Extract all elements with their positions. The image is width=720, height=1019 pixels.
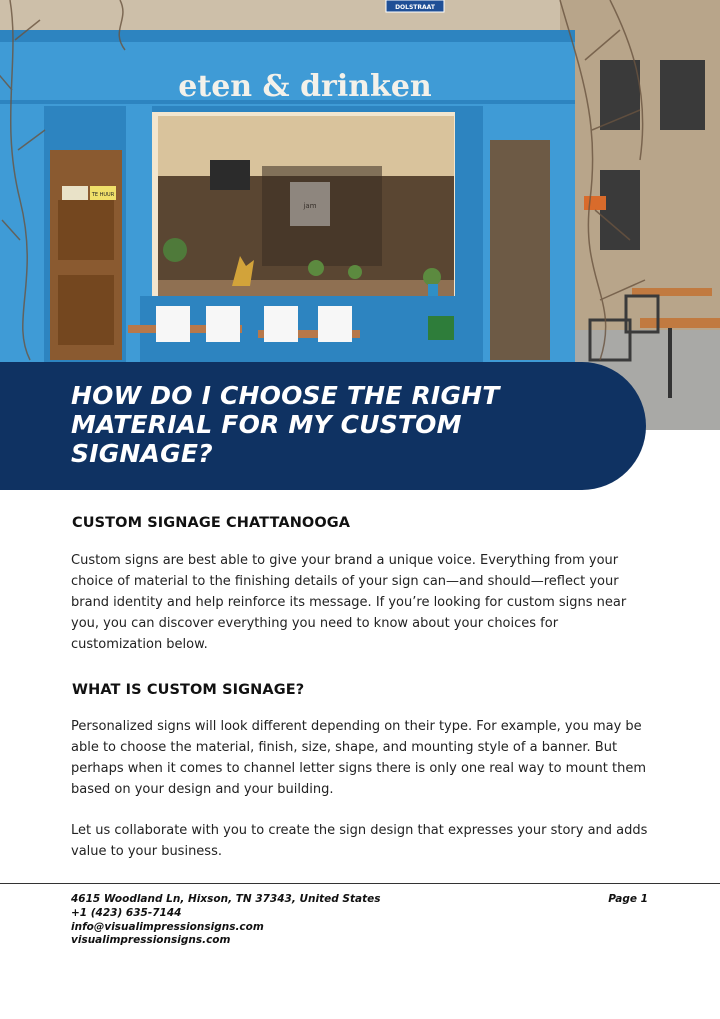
street-sign-text: DOLSTRAAT <box>395 4 435 11</box>
page-number: Page 1 <box>608 893 648 905</box>
footer-phone[interactable]: +1 (423) 635-7144 <box>71 906 182 919</box>
section-paragraph: Personalized signs will look different depending on their type. For example, you may be able to choose the material, finish, size, shape, and mounting style of a banner. But perhaps when it comes to channel letter signs there is only one real way to mount them based on your design and your building. <box>71 719 646 797</box>
footer-address: 4615 Woodland Ln, Hixson, TN 37343, United States <box>71 893 381 905</box>
storefront-sign-text: eten & drinken <box>178 69 432 104</box>
title-banner <box>0 362 646 490</box>
footer-website[interactable]: visualimpressionsigns.com <box>71 934 231 947</box>
page-title: HOW DO I CHOOSE THE RIGHT MATERIAL FOR MY CUSTOM SIGNAGE? <box>71 381 500 468</box>
section-paragraph: Let us collaborate with you to create the sign design that expresses your story and adds value to your business. <box>71 823 648 859</box>
footer-divider <box>0 883 720 884</box>
section-heading-custom-signage-chattanooga: CUSTOM SIGNAGE CHATTANOOGA <box>72 515 351 531</box>
door-sign-text: TE HUUR <box>91 192 115 198</box>
section-paragraph: Custom signs are best able to give your brand a unique voice. Everything from your choice of material to the finishing details of your sign can—and should—reflect your brand identity and help reinforce its message. If you’re looking for custom signs near you, you can discover everything you need to know about your choices for customization below. <box>71 553 627 652</box>
footer-contact <box>71 893 651 948</box>
footer-email[interactable]: info@visualimpressionsigns.com <box>71 920 264 933</box>
section-heading-what-is-custom-signage: WHAT IS CUSTOM SIGNAGE? <box>72 682 305 698</box>
